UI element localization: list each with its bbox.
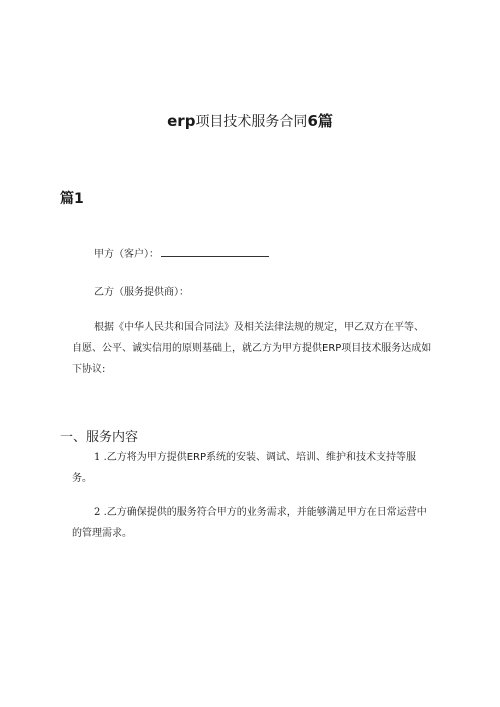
part-label: 篇1 [60, 191, 84, 207]
title-suffix: 6篇 [307, 112, 333, 130]
document-title [0, 112, 500, 131]
item-2-number: 2 [94, 507, 101, 518]
item-2-text: .乙方确保提供的服务符合甲方的业务需求，并能够满足甲方在日常运营中的管理需求。 [72, 507, 427, 539]
party-a-blank-line [161, 246, 269, 257]
item-1-text: .乙方将为甲方提供ERP系统的安装、调试、培训、维护和技术支持等服务。 [72, 452, 417, 484]
party-b-label: 乙方（服务提供商）： [94, 287, 189, 298]
intro-text: 根据《中华人民共和国合同法》及相关法律法规的规定，甲乙双方在平等、自愿、公平、诚实信用的原则基础上，就乙方为甲方提供ERP项目技术服务达成如下协议: [72, 322, 432, 375]
party-a-field [94, 246, 269, 262]
item-2-paragraph [72, 502, 432, 544]
item-1-paragraph [72, 447, 432, 489]
item-1-number: 1 [94, 452, 101, 463]
intro-paragraph [72, 317, 432, 380]
title-prefix: erp [167, 112, 196, 130]
party-a-label: 甲方（客户）： [94, 249, 159, 260]
section-1-heading: 一、服务内容 [60, 430, 139, 445]
title-middle: 项目技术服务合同 [195, 114, 308, 130]
party-b-field [94, 286, 189, 300]
